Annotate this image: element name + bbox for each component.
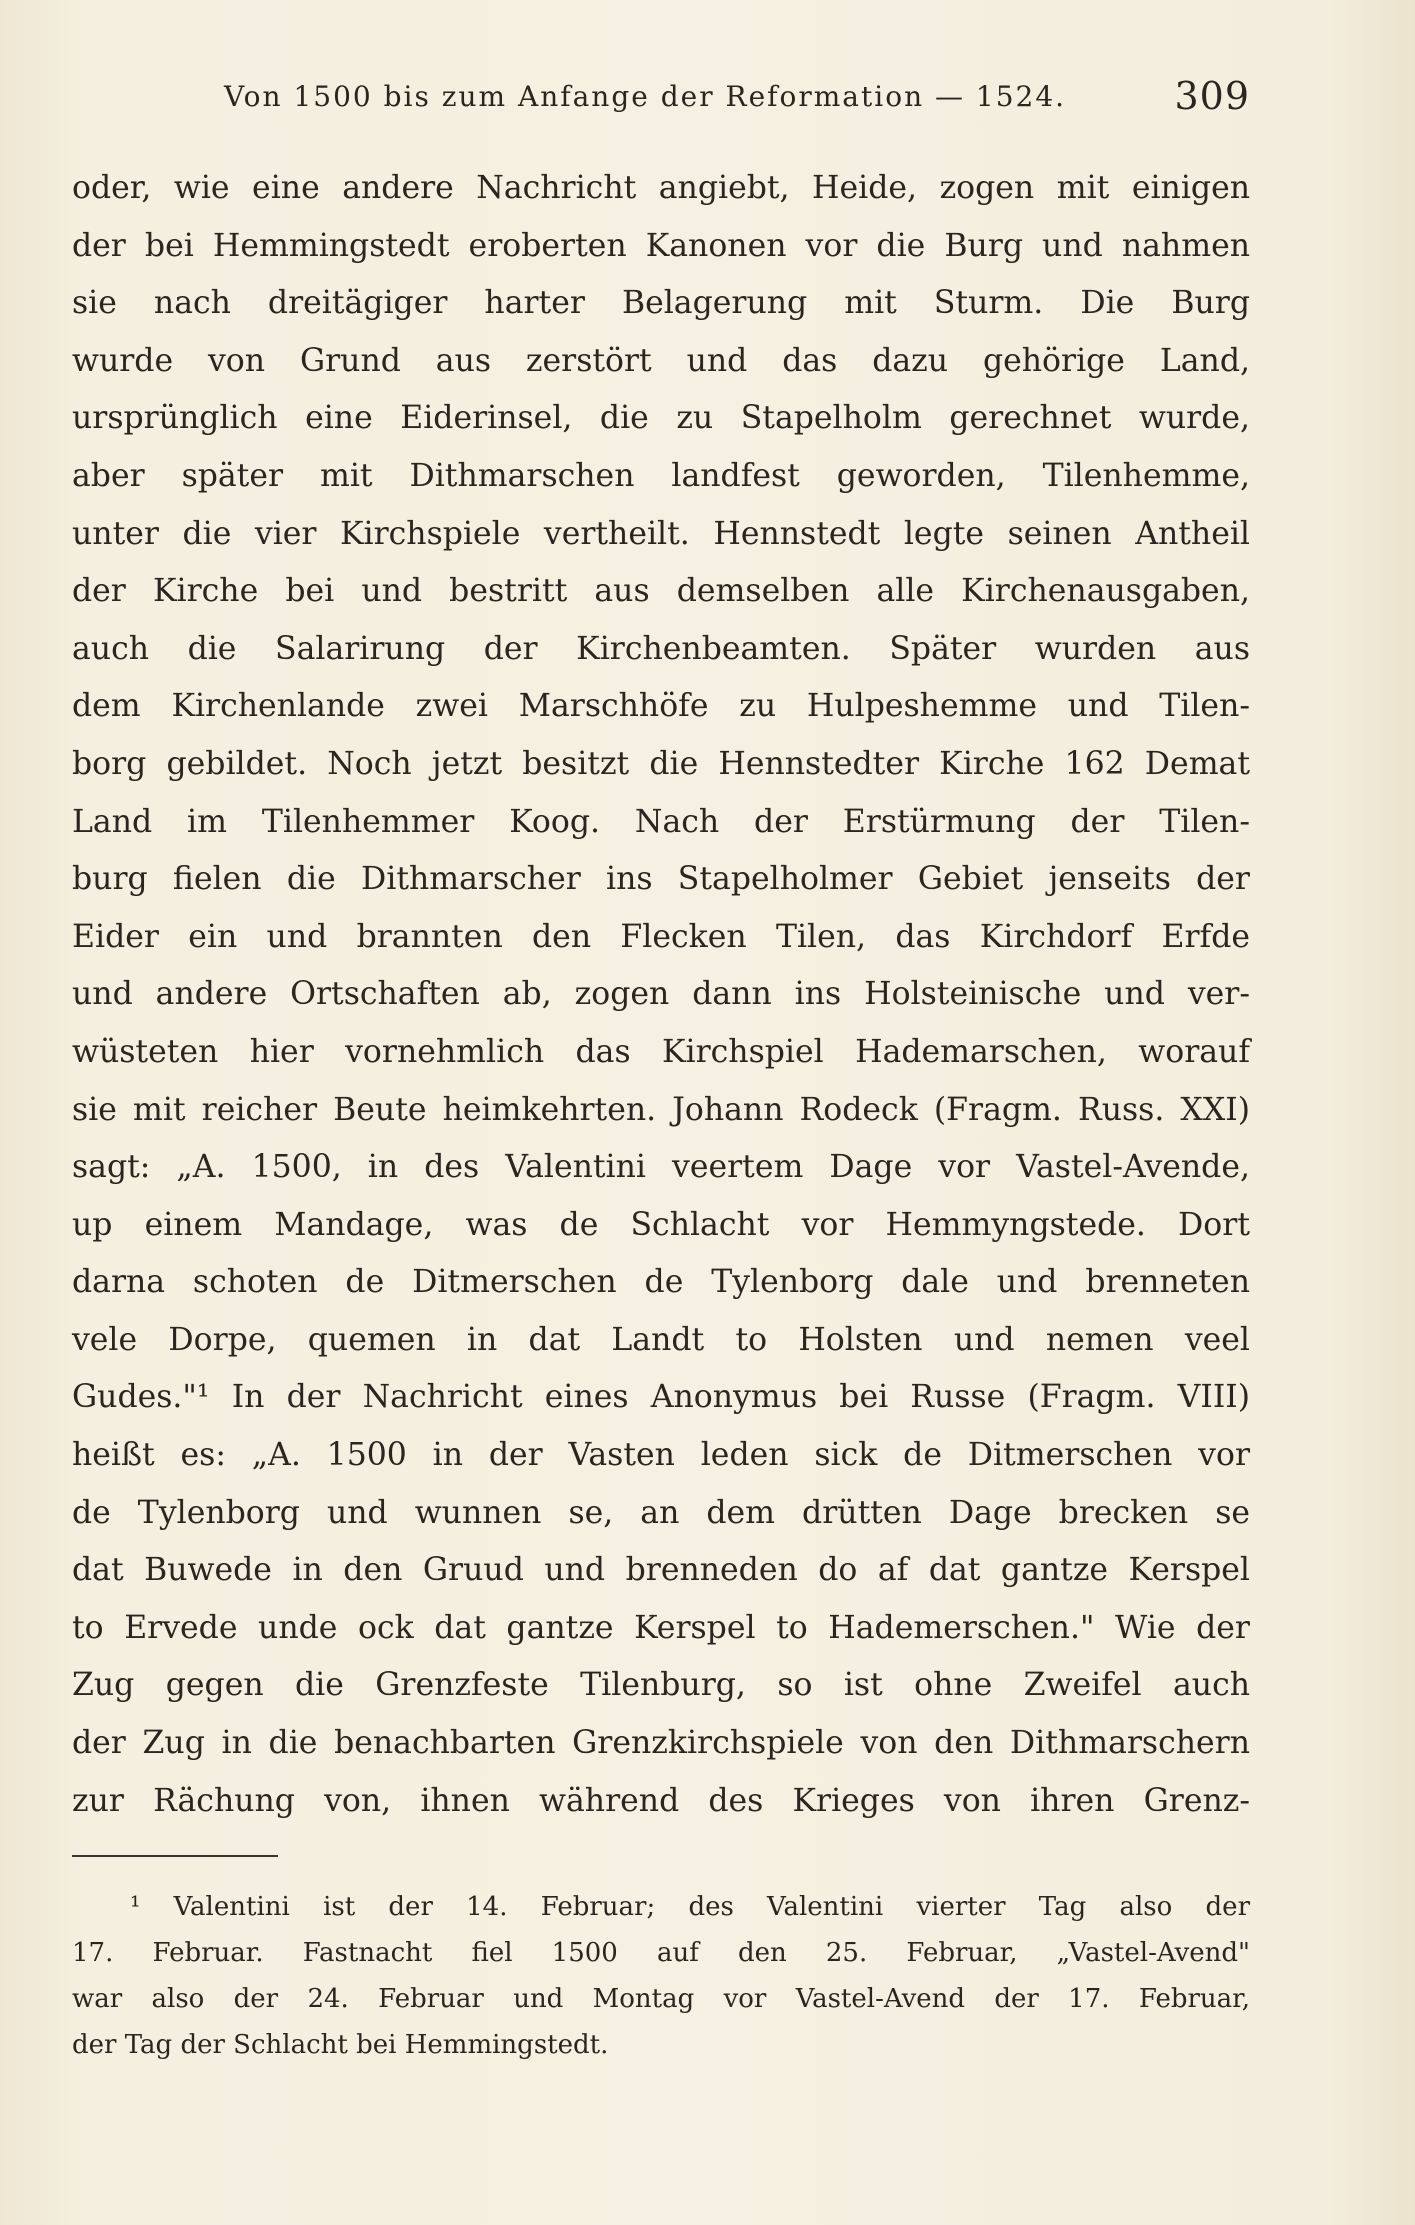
- footnotes: [72, 1884, 1250, 2068]
- text-line: heißt es: „A. 1500 in der Vasten leden sick de Ditmerschen vor: [72, 1437, 1250, 1474]
- text-line: wurde von Grund aus zerstört und das dazu gehörige Land,: [72, 342, 1250, 379]
- text-line: to Ervede unde ock dat gantze Kerspel to Hademerschen." Wie der: [72, 1609, 1250, 1646]
- text-line: Gudes."¹ In der Nachricht eines Anonymus bei Russe (Fragm. VIII): [72, 1379, 1250, 1416]
- text-line: aber später mit Dithmarschen landfest geworden, Tilenhemme,: [72, 457, 1250, 494]
- text-line: zur Rächung von, ihnen während des Krieges von ihren Grenz-: [72, 1782, 1250, 1819]
- text-line: vele Dorpe, quemen in dat Landt to Holsten und nemen veel: [72, 1321, 1250, 1358]
- text-line: Eider ein und brannten den Flecken Tilen, das Kirchdorf Erfde: [72, 918, 1250, 955]
- text-line: oder, wie eine andere Nachricht angiebt, Heide, zogen mit einigen: [72, 170, 1250, 206]
- page-header: [72, 74, 1250, 124]
- text-line: ursprünglich eine Eiderinsel, die zu Stapelholm gerechnet wurde,: [72, 400, 1250, 437]
- text-line: wüsteten hier vornehmlich das Kirchspiel Hademarschen, worauf: [72, 1033, 1250, 1070]
- text-line: burg fielen die Dithmarscher ins Stapelholmer Gebiet jenseits der: [72, 861, 1250, 898]
- text-line: auch die Salarirung der Kirchenbeamten. Später wurden aus: [72, 630, 1250, 667]
- text-line: up einem Mandage, was de Schlacht vor Hemmyngstede. Dort: [72, 1206, 1250, 1243]
- footnote-divider: [72, 1855, 278, 1857]
- text-line: Land im Tilenhemmer Koog. Nach der Erstürmung der Tilen-: [72, 803, 1250, 840]
- text-line: borg gebildet. Noch jetzt besitzt die Hennstedter Kirche 162 Demat: [72, 745, 1250, 782]
- text-line: der Kirche bei und bestritt aus demselben alle Kirchenausgaben,: [72, 573, 1250, 610]
- text-line: dat Buwede in den Gruud und brenneden do af dat gantze Kerspel: [72, 1552, 1250, 1589]
- footnote-line: der Tag der Schlacht bei Hemmingstedt.: [72, 2030, 609, 2060]
- text-line: sie nach dreitägiger harter Belagerung mit Sturm. Die Burg: [72, 285, 1250, 322]
- text-line: und andere Ortschaften ab, zogen dann ins Holsteinische und ver-: [72, 976, 1250, 1013]
- text-line: der Zug in die benachbarten Grenzkirchspiele von den Dithmarschern: [72, 1725, 1250, 1762]
- text-line: darna schoten de Ditmerschen de Tylenborg dale und brenneten: [72, 1264, 1250, 1301]
- text-line: der bei Hemmingstedt eroberten Kanonen vor die Burg und nahmen: [72, 227, 1250, 264]
- text-line: dem Kirchenlande zwei Marschhöfe zu Hulpeshemme und Tilen-: [72, 688, 1250, 725]
- main-text: [72, 160, 1250, 1830]
- text-line: unter die vier Kirchspiele vertheilt. Hennstedt legte seinen Antheil: [72, 515, 1250, 552]
- footnote-line: 17. Februar. Fastnacht fiel 1500 auf den 25. Februar, „Vastel-Avend": [72, 1938, 1250, 1968]
- text-line: sie mit reicher Beute heimkehrten. Johann Rodeck (Fragm. Russ. XXI): [72, 1091, 1250, 1128]
- text-line: de Tylenborg und wunnen se, an dem drütten Dage brecken se: [72, 1494, 1250, 1531]
- text-line: Zug gegen die Grenzfeste Tilenburg, so ist ohne Zweifel auch: [72, 1667, 1250, 1704]
- footnote-line: ¹ Valentini ist der 14. Februar; des Valentini vierter Tag also der: [130, 1892, 1250, 1922]
- page-number: 309: [1174, 74, 1250, 118]
- running-head: Von 1500 bis zum Anfange der Reformation — 1524.: [224, 80, 1067, 113]
- text-line: sagt: „A. 1500, in des Valentini veertem Dage vor Vastel-Avende,: [72, 1149, 1250, 1186]
- footnote-line: war also der 24. Februar und Montag vor Vastel-Avend der 17. Februar,: [72, 1984, 1250, 2014]
